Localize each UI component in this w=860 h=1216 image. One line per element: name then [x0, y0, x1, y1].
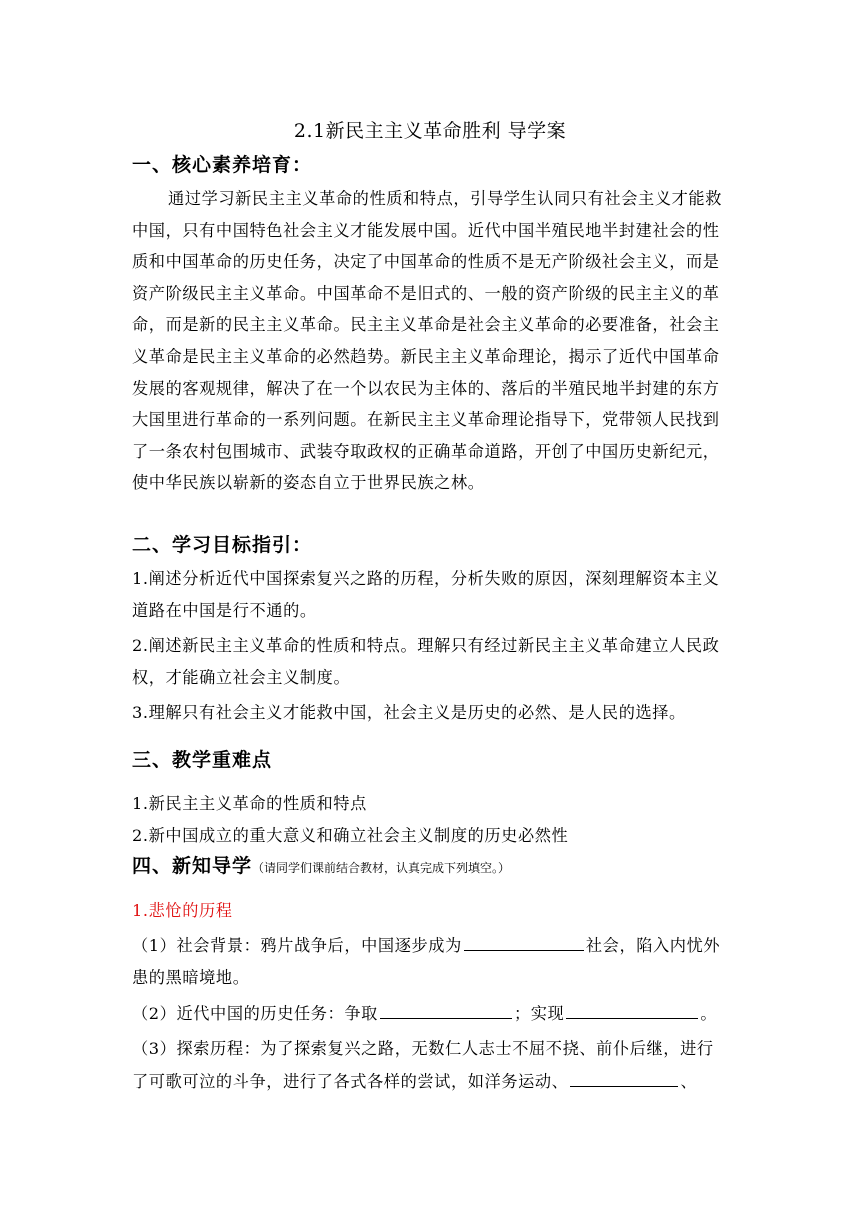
question-1-line-1 [132, 932, 732, 956]
question-2-text-a: （2）近代中国的历史任务：争取 [132, 1004, 378, 1023]
question-3-line-2 [132, 1068, 732, 1092]
question-3-text-b: 了可歌可泣的斗争，进行了各式各样的尝试，如洋务运动、 [132, 1072, 569, 1091]
key-point-1: 1.新民主主义革命的性质和特点 [132, 794, 367, 813]
question-2-text-c: 。 [700, 1004, 718, 1023]
core-literacy-paragraph [132, 183, 732, 499]
new-knowledge-heading-text: 四、新知导学 [132, 855, 253, 877]
question-2-text-b: ；实现 [513, 1004, 565, 1023]
fill-blank-1[interactable] [464, 934, 584, 951]
learning-goal-1: 1.阐述分析近代中国探索复兴之路的历程，分析失败的原因，深刻理解资本主义道路在中国是行不通的。 [132, 569, 720, 620]
question-2-line [132, 1000, 732, 1024]
learning-goal-3: 3.理解只有社会主义才能救中国，社会主义是历史的必然、是人民的选择。 [132, 703, 686, 722]
question-3-text-c: 、 [680, 1072, 698, 1091]
section-heading-core-literacy: 一、核心素养培育： [132, 154, 313, 176]
question-1-line-2: 患的黑暗境地。 [132, 968, 250, 987]
section-heading-key-points: 三、教学重难点 [132, 749, 273, 771]
fill-blank-2[interactable] [380, 1002, 512, 1019]
section-heading-learning-goals: 二、学习目标指引： [132, 534, 313, 556]
fill-blank-4[interactable] [570, 1070, 678, 1087]
page-title: 2.1新民主主义革命胜利 导学案 [293, 120, 567, 142]
new-knowledge-note: （请同学们课前结合教材，认真完成下列填空。） [252, 861, 511, 875]
subsection-title-tragic-course: 1.悲怆的历程 [132, 901, 233, 920]
core-literacy-text: 通过学习新民主主义革命的性质和特点，引导学生认同只有社会主义才能救中国，只有中国特色社会主义才能发展中国。近代中国半殖民地半封建社会的性质和中国革命的历史任务，决定了中国革命的性质不是无产阶级社会主义，而是资产阶级民主主义革命。中国革命不是旧式的、一般的资产阶级的民主主义的革命，而是新的民主主义革命。民主主义革命是社会主义革命的必要准备，社会主义革命是民主主义革命的必然趋势。新民主主义革命理论，揭示了近代中国革命发展的客观规律，解决了在一个以农民为主体的、落后的半殖民地半封建的东方大国里进行革命的一系列问题。在新民主主义革命理论指导下，党带领人民找到了一条农村包围城市、武装夺取政权的正确革命道路，开创了中国历史新纪元，使中华民族以崭新的姿态自立于世界民族之林。 [132, 189, 722, 493]
fill-blank-3[interactable] [566, 1002, 698, 1019]
question-1-text-a: （1）社会背景：鸦片战争后，中国逐步成为 [132, 936, 462, 955]
section-heading-new-knowledge [132, 851, 510, 878]
question-3-line-1: （3）探索历程：为了探索复兴之路，无数仁人志士不屈不挠、前仆后继，进行 [132, 1039, 714, 1058]
key-point-2: 2.新中国成立的重大意义和确立社会主义制度的历史必然性 [132, 826, 569, 845]
learning-goal-2: 2.阐述新民主主义革命的性质和特点。理解只有经过新民主主义革命建立人民政权，才能确立社会主义制度。 [132, 636, 720, 687]
question-1-text-b: 社会，陷入内忧外 [585, 936, 721, 955]
